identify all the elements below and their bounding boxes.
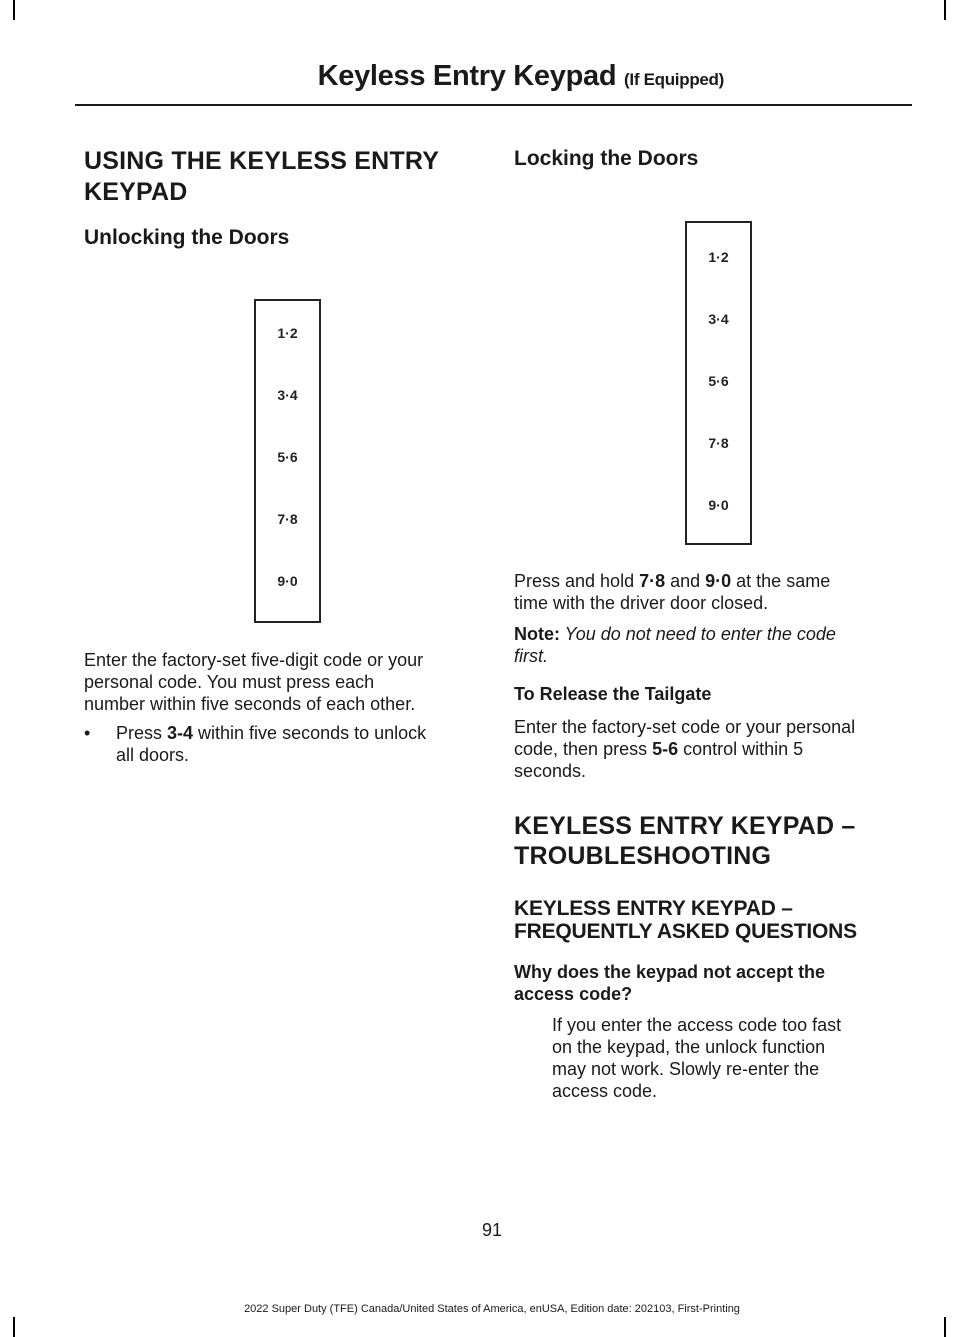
- heading-line: TROUBLESHOOTING: [514, 842, 772, 870]
- header-subtitle-text: (If Equipped): [624, 70, 724, 89]
- keypad-key-5-6: 5·6: [708, 373, 729, 389]
- keypad-key-9-0: 9·0: [277, 573, 298, 589]
- keypad-key-3-4: 3·4: [277, 387, 298, 403]
- para-text: at the same: [731, 571, 831, 591]
- bullet-text: within five seconds to unlock: [193, 723, 427, 743]
- unlock-heading: Unlocking the Doors: [84, 226, 290, 249]
- tailgate-paragraph: [514, 716, 909, 782]
- troubleshooting-heading-block: [514, 811, 909, 871]
- key-label: 9·0: [705, 571, 732, 591]
- para-line: personal code. You must press each: [84, 672, 375, 692]
- para-text: Press and hold: [514, 571, 640, 591]
- bullet-marker: •: [84, 723, 91, 743]
- note-text: You do not need to enter the code: [560, 624, 836, 644]
- key-label: 7·8: [639, 571, 666, 591]
- keypad-key-3-4: 3·4: [708, 311, 729, 327]
- tailgate-heading: To Release the Tailgate: [514, 684, 712, 704]
- question-line: access code?: [514, 984, 633, 1004]
- question-line: Why does the keypad not accept the: [514, 962, 826, 982]
- answer-line: on the keypad, the unlock function: [552, 1037, 826, 1057]
- section-heading: [84, 146, 476, 208]
- answer-line: may not work. Slowly re-enter the: [552, 1059, 820, 1079]
- keypad-key-7-8: 7·8: [708, 435, 729, 451]
- lock-keypad-illustration: [685, 221, 752, 545]
- faq-question: [514, 961, 909, 1005]
- note-paragraph: [514, 623, 909, 667]
- faq-answer: [552, 1014, 912, 1102]
- note-text: first.: [514, 646, 548, 666]
- crop-mark: [13, 1317, 15, 1337]
- bullet-key: 3-4: [167, 723, 194, 743]
- page-header-title: [318, 60, 724, 93]
- section-heading-line2: KEYPAD: [84, 178, 188, 206]
- heading-line: KEYLESS ENTRY KEYPAD –: [514, 897, 793, 920]
- unlock-keypad-illustration: [254, 299, 321, 623]
- heading-line: FREQUENTLY ASKED QUESTIONS: [514, 920, 857, 943]
- unlock-bullet: [84, 722, 476, 766]
- para-text: Enter the factory-set code or your personal: [514, 717, 856, 737]
- tailgate-heading-block: [514, 683, 909, 705]
- keypad-key-1-2: 1·2: [277, 325, 298, 341]
- section-heading-line1: USING THE KEYLESS ENTRY: [84, 147, 440, 175]
- keypad-key-7-8: 7·8: [277, 511, 298, 527]
- lock-paragraph: [514, 570, 909, 614]
- crop-mark: [13, 0, 15, 20]
- page-number: 91: [481, 1220, 503, 1240]
- para-line: Enter the factory-set five-digit code or your: [84, 650, 424, 670]
- para-text: seconds.: [514, 761, 587, 781]
- header-title-text: Keyless Entry Keypad: [317, 60, 617, 92]
- faq-heading-block: [514, 897, 909, 943]
- answer-line: access code.: [552, 1081, 658, 1101]
- keypad-key-9-0: 9·0: [708, 497, 729, 513]
- troubleshooting-heading: [514, 811, 909, 871]
- edition-line: 2022 Super Duty (TFE) Canada/United States of America, enUSA, Edition date: 202103, First-Printing: [244, 1303, 740, 1315]
- crop-mark: [944, 1317, 946, 1337]
- key-label: 5-6: [652, 739, 679, 759]
- bullet-text: Press: [116, 723, 168, 743]
- heading-line: KEYLESS ENTRY KEYPAD –: [514, 812, 856, 840]
- para-text: time with the driver door closed.: [514, 593, 769, 613]
- bullet-text: all doors.: [116, 745, 190, 765]
- unlock-paragraph: [84, 649, 476, 715]
- crop-mark: [944, 0, 946, 20]
- answer-line: If you enter the access code too fast: [552, 1015, 842, 1035]
- lock-heading-block: [514, 146, 909, 172]
- keypad-key-1-2: 1·2: [708, 249, 729, 265]
- note-label: Note:: [514, 624, 560, 644]
- para-text: code, then press: [514, 739, 653, 759]
- left-column: [84, 146, 476, 208]
- lock-heading: Locking the Doors: [514, 147, 699, 170]
- faq-heading: [514, 897, 909, 943]
- para-text: and: [665, 571, 706, 591]
- header-rule: [75, 104, 912, 106]
- para-line: number within five seconds of each other.: [84, 694, 416, 714]
- para-text: control within 5: [678, 739, 804, 759]
- unlock-heading-block: [84, 225, 476, 251]
- keypad-key-5-6: 5·6: [277, 449, 298, 465]
